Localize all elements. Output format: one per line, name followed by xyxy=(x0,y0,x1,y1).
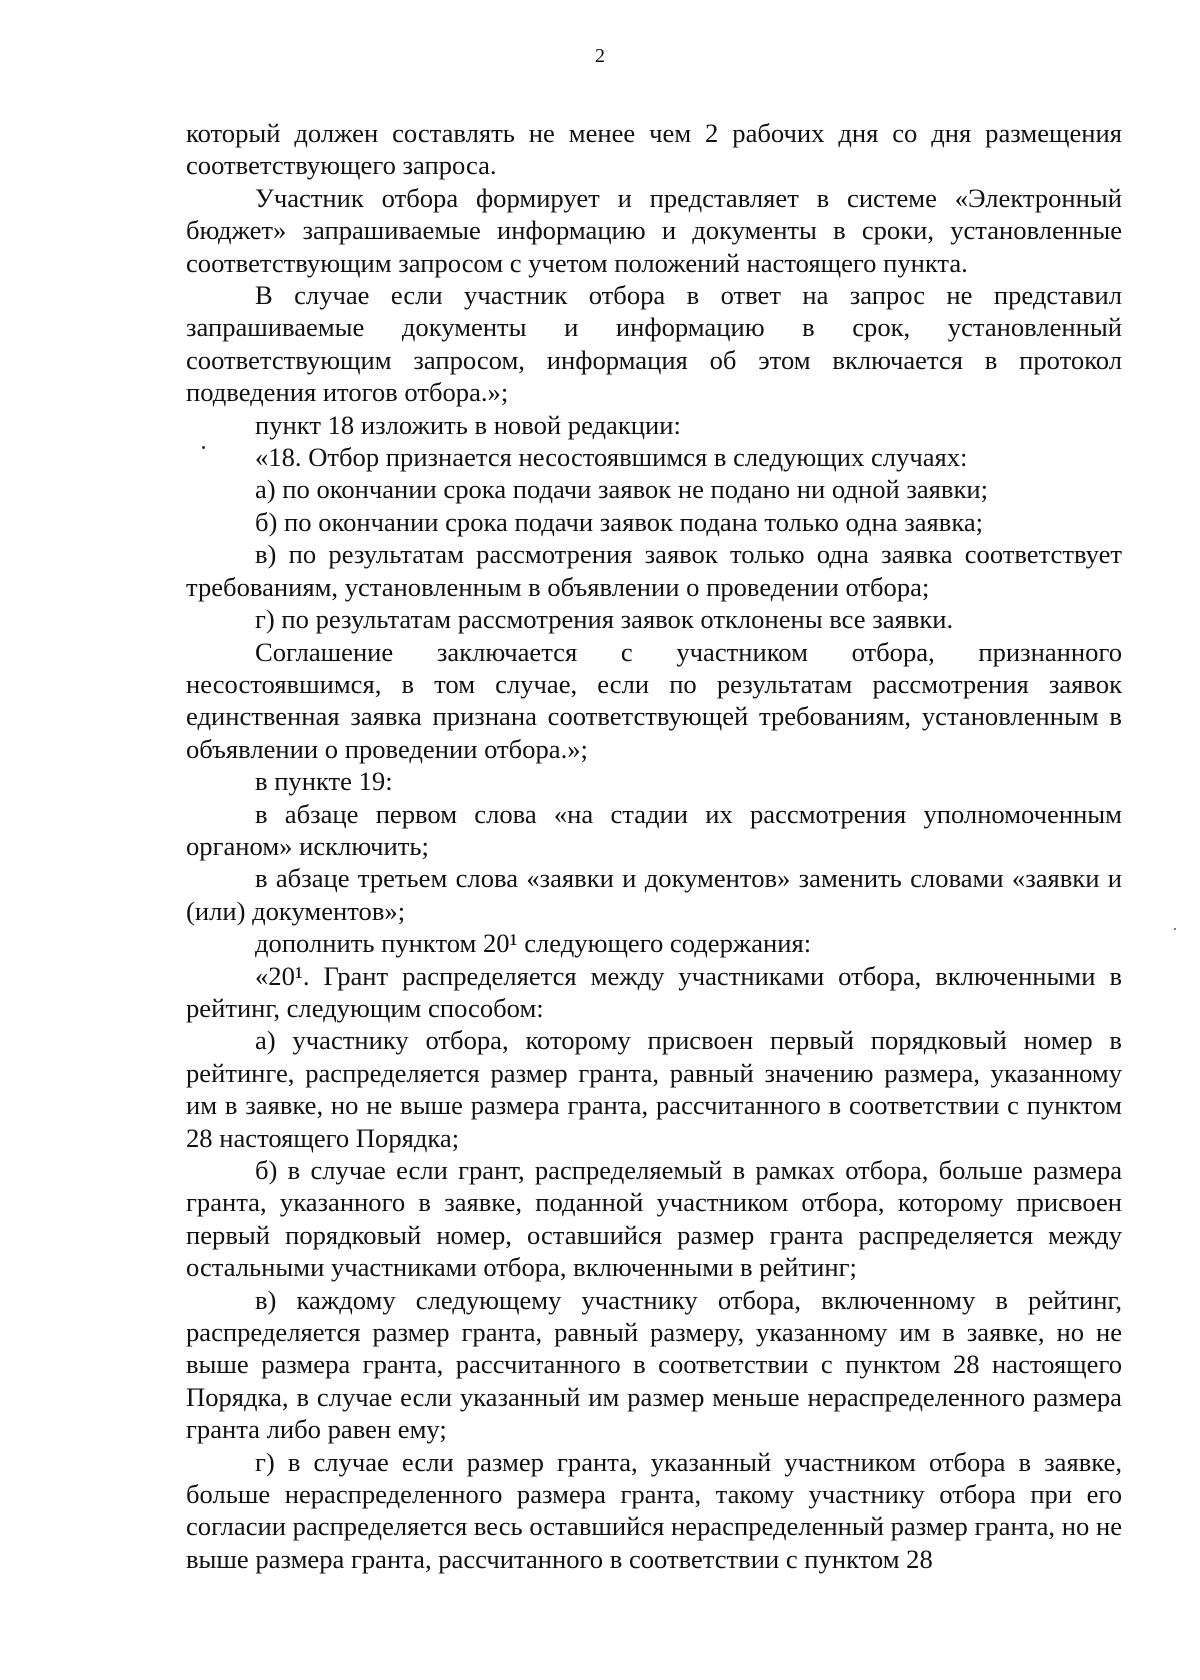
paragraph: который должен составлять не менее чем 2 рабочих дня со дня размещения соответствующего запроса. xyxy=(186,118,1122,181)
paragraph: дополнить пунктом 20¹ следующего содержания: xyxy=(255,928,812,959)
page-number: 2 xyxy=(595,45,605,67)
list-item: а) по окончании срока подачи заявок не подано ни одной заявки; xyxy=(255,474,989,505)
paragraph: Соглашение заключается с участником отбора, признанного несостоявшимся, в том случае, если по результатам рассмотрения заявок единственная заявка признана соответствующей требованиям, установленным в объявлении о проведении отбора.»; xyxy=(186,636,1122,764)
list-item: в) каждому следующему участнику отбора, включенному в рейтинг, распределяется размер гранта, равный размеру, указанному им в заявке, но не выше размера гранта, рассчитанного в соответствии с пунктом 28 настоящего Порядка, в случае если указанный им размер меньше нераспределенного размера гранта либо равен ему; xyxy=(186,1284,1122,1445)
document-body xyxy=(186,117,1122,1575)
list-item: в) по результатам рассмотрения заявок только одна заявка соответствует требованиям, установленным в объявлении о проведении отбора; xyxy=(186,539,1122,602)
list-item: г) в случае если размер гранта, указанный участником отбора в заявке, больше нераспределенного размера гранта, такому участнику отбора при его согласии распределяется весь оставшийся нераспределенный размер гранта, но не выше размера гранта, рассчитанного в соответствии с пунктом 28 xyxy=(186,1446,1122,1574)
paragraph: в пункте 19: xyxy=(255,766,393,797)
list-item: г) по результатам рассмотрения заявок отклонены все заявки. xyxy=(255,604,954,635)
paragraph: в абзаце первом слова «на стадии их рассмотрения уполномоченным органом» исключить; xyxy=(186,798,1122,861)
list-item: а) участнику отбора, которому присвоен первый порядковый номер в рейтинге, распределяется размер гранта, равный значению размера, указанному им в заявке, но не выше размера гранта, рассчитанного в соответствии с пунктом 28 настоящего Порядка; xyxy=(186,1025,1122,1153)
paragraph: пункт 18 изложить в новой редакции: xyxy=(255,409,681,440)
paragraph: в абзаце третьем слова «заявки и документов» заменить словами «заявки и (или) документов»; xyxy=(186,863,1122,926)
paragraph: «20¹. Грант распределяется между участниками отбора, включенными в рейтинг, следующим способом: xyxy=(186,960,1122,1023)
paragraph: Участник отбора формирует и представляет в системе «Электронный бюджет» запрашиваемые информацию и документы в сроки, установленные соответствующим запросом с учетом положений настоящего пункта. xyxy=(186,182,1122,278)
list-item: б) в случае если грант, распределяемый в рамках отбора, больше размера гранта, указанного в заявке, поданной участником отбора, которому присвоен первый порядковый номер, оставшийся размер гранта распределяется между остальными участниками отбора, включенными в рейтинг; xyxy=(186,1155,1122,1283)
paragraph: В случае если участник отбора в ответ на запрос не представил запрашиваемые документы и информацию в срок, установленный соответствующим запросом, информация об этом включается в протокол подведения итогов отбора.»; xyxy=(186,280,1122,408)
scan-speck xyxy=(1174,928,1176,930)
list-item: б) по окончании срока подачи заявок подана только одна заявка; xyxy=(255,506,984,537)
paragraph: «18. Отбор признается несостоявшимся в следующих случаях: xyxy=(255,442,968,473)
